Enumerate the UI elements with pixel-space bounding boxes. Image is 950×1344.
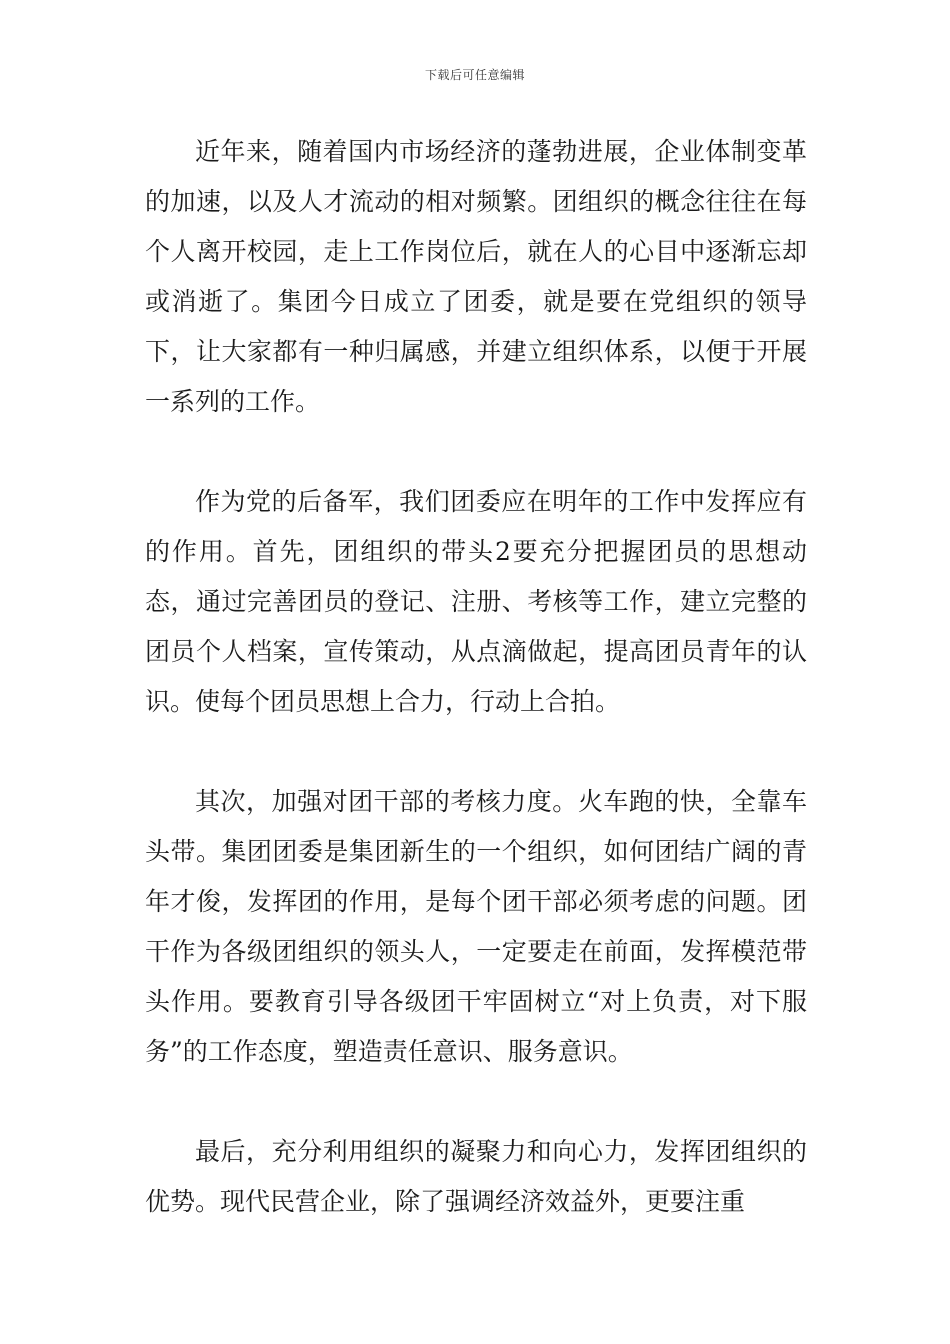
paragraph-2: 作为党的后备军，我们团委应在明年的工作中发挥应有的作用。首先，团组织的带头2要充分把握团员的思想动态，通过完善团员的登记、注册、考核等工作，建立完整的团员个人档案，宣传策动，从点滴做起，提高团员青年的认识。使每个团员思想上合力，行动上合拍。 bbox=[145, 487, 807, 716]
page-header-note: 下载后可任意编辑 bbox=[424, 68, 525, 82]
document-body bbox=[145, 127, 807, 1227]
paragraph-4: 最后，充分利用组织的凝聚力和向心力，发挥团组织的优势。现代民营企业，除了强调经济效益外，更要注重 bbox=[145, 1137, 807, 1216]
paragraph-3: 其次，加强对团干部的考核力度。火车跑的快，全靠车头带。集团团委是集团新生的一个组织，如何团结广阔的青年才俊，发挥团的作用，是每个团干部必须考虑的问题。团干作为各级团组织的领头人，一定要走在前面，发挥模范带头作用。要教育引导各级团干牢固树立“对上负责，对下服务”的工作态度，塑造责任意识、服务意识。 bbox=[145, 787, 807, 1066]
paragraph-1: 近年来，随着国内市场经济的蓬勃进展，企业体制变革的加速，以及人才流动的相对频繁。团组织的概念往往在每个人离开校园，走上工作岗位后，就在人的心目中逐渐忘却或消逝了。集团今日成立了团委，就是要在党组织的领导下，让大家都有一种归属感，并建立组织体系，以便于开展一系列的工作。 bbox=[145, 137, 807, 416]
